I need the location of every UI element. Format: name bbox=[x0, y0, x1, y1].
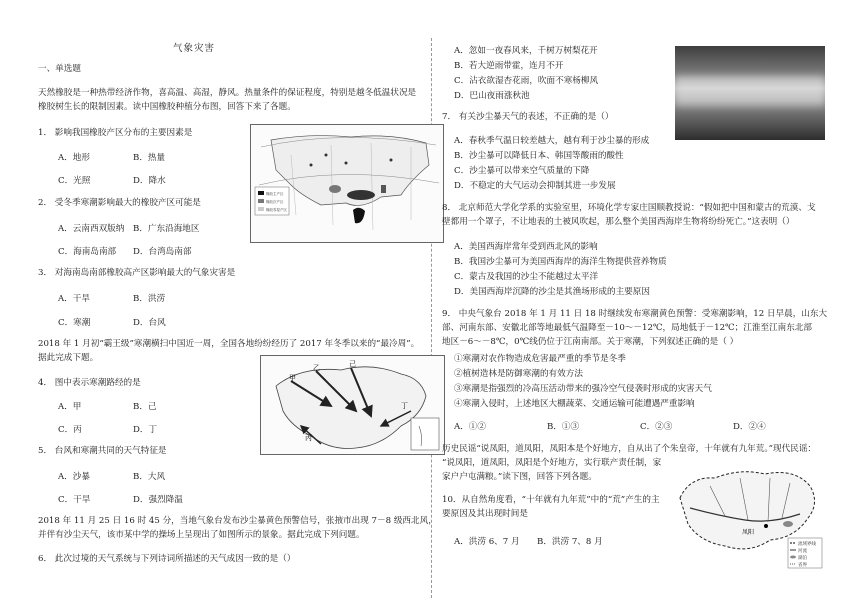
q8-option-d[interactable]: D．美国西海岸沉降的沙尘是其渔场形成的主要原因 bbox=[454, 287, 650, 297]
map3-legend-1: 流域界线 bbox=[798, 542, 816, 547]
q7-option-b[interactable]: B．沙尘暴可以降低日本、韩国等酸雨的酸性 bbox=[454, 151, 624, 161]
map3-legend-2: 河流 bbox=[798, 549, 807, 554]
q2-option-d[interactable]: D．台湾岛南部 bbox=[133, 247, 192, 257]
intro-2-line-1: 2018 年 1 月初“霸王级”寒潮横扫中国近一周，全国各地纷纷经历了 2017 年冬季以来的“最冷周”。 bbox=[38, 339, 420, 349]
q9-stem-line-2: 部、河南东部、安徽北部等地最低气温降至－10～－12℃，局地低于－12℃；江淮至江南东北部 bbox=[442, 323, 813, 333]
q2-option-b[interactable]: B．广东沿海地区 bbox=[133, 224, 200, 234]
q9-stem-line-1: 9． 中央气象台 2018 年 1 月 11 日 18 时继续发布寒潮黄色预警：受寒潮影响，12 日早晨，山东大 bbox=[442, 309, 828, 319]
map3-legend-3: 湖泊 bbox=[798, 556, 807, 561]
map2-label-ji: 己 bbox=[349, 360, 356, 368]
q7-option-c[interactable]: C．沙尘暴可以带来空气质量的下降 bbox=[454, 166, 590, 176]
q7-stem: 7． 有关沙尘暴天气的表述，不正确的是（） bbox=[442, 112, 614, 122]
q10-stem-line-2: 要原因及其出现时间是 bbox=[442, 509, 528, 519]
q8-stem-line-2: 壁都用一个罩子，不让地表的土被风吹起，那么整个美国西海岸生物将纷纷死亡。”这表明（） bbox=[442, 217, 795, 227]
q10-option-b[interactable]: B．洪涝 7、8 月 bbox=[537, 537, 603, 547]
q4-option-c[interactable]: C．丙 bbox=[58, 425, 82, 435]
q2-option-a[interactable]: A．云南西双版纳 bbox=[58, 224, 125, 234]
q3-option-b[interactable]: B．洪涝 bbox=[133, 294, 166, 304]
q9-option-a[interactable]: A．①② bbox=[454, 422, 486, 432]
q9-option-c[interactable]: C．②③ bbox=[640, 422, 673, 432]
left-column bbox=[38, 0, 437, 607]
sandstorm-photo bbox=[675, 46, 825, 140]
q8-option-b[interactable]: B．我国沙尘暴可为美国西海岸的海洋生物提供营养物质 bbox=[454, 257, 667, 267]
map1-legend-2: 橡胶次产区 bbox=[266, 200, 284, 204]
q8-option-a[interactable]: A．美国西海岸常年受到西北风的影响 bbox=[454, 242, 598, 252]
q6-option-b[interactable]: B．若大逆雨带霍，连月不开 bbox=[454, 61, 564, 71]
q8-option-c[interactable]: C．蒙古及我国的沙尘不能越过太平洋 bbox=[454, 272, 599, 282]
q4-stem: 4． 图中表示寒潮路经的是 bbox=[38, 378, 141, 388]
q7-option-a[interactable]: A．春秋季气温日较差越大，越有利于沙尘暴的形成 bbox=[454, 136, 650, 146]
q7-option-d[interactable]: D．不稳定的大气运动会抑制其进一步发展 bbox=[454, 181, 616, 191]
map3-city-fengyang: 凤阳 bbox=[742, 529, 755, 536]
doc-title: 气象灾害 bbox=[173, 43, 216, 54]
q9-option-d[interactable]: D．②④ bbox=[733, 422, 766, 432]
q5-option-d[interactable]: D．强烈降温 bbox=[133, 495, 183, 505]
map3-legend-4: 省界 bbox=[798, 563, 807, 568]
right-column bbox=[442, 0, 842, 607]
intro-3-line-2: 并伴有沙尘天气，该市某中学的操场上呈现出了如图所示的景象。据此完成下列问题。 bbox=[38, 530, 365, 540]
column-divider bbox=[431, 38, 432, 598]
q9-option-b[interactable]: B．①③ bbox=[547, 422, 580, 432]
q2-stem: 2． 受冬季寒潮影响最大的橡胶产区可能是 bbox=[38, 198, 201, 208]
intro-1-line-1: 天然橡胶是一种热带经济作物，喜高温、高湿，静风。热量条件的保证程度，特别是越冬低温状况是 bbox=[38, 88, 417, 98]
q6-option-d[interactable]: D．巴山夜雨涨秋池 bbox=[454, 91, 530, 101]
q4-option-d[interactable]: D．丁 bbox=[133, 425, 158, 435]
q4-option-b[interactable]: B．己 bbox=[133, 402, 157, 412]
q9-statement-4: ④寒潮入侵时，上述地区大棚蔬菜、交通运输可能遭遇严重影响 bbox=[454, 399, 695, 409]
intro-1-line-2: 橡胶树生长的限制因素。读中国橡胶种植分布图，回答下来了各题。 bbox=[38, 102, 296, 112]
q6-stem: 6． 此次过境的天气系统与下列诗词所描述的天气成因一致的是（） bbox=[38, 554, 296, 564]
q1-stem: 1． 影响我国橡胶产区分布的主要因素是 bbox=[38, 128, 193, 138]
intro-2-line-2: 据此完成下题。 bbox=[38, 353, 99, 363]
q4-option-a[interactable]: A．甲 bbox=[58, 402, 82, 412]
intro-3-line-1: 2018 年 11 月 25 日 16 时 45 分，当地气象台发布沙尘暴黄色预警信号，张掖市出现 7－8 级西北风， bbox=[38, 516, 437, 526]
q5-stem: 5． 台风和寒潮共同的天气特征是 bbox=[38, 446, 167, 456]
q6-option-a[interactable]: A．忽如一夜春风来，千树万树梨花开 bbox=[454, 46, 598, 56]
q9-statement-1: ①寒潮对农作物造成危害最严重的季节是冬季 bbox=[454, 354, 626, 364]
q5-option-a[interactable]: A．沙暴 bbox=[58, 472, 90, 482]
q3-option-d[interactable]: D．台风 bbox=[133, 318, 166, 328]
map2-label-ding: 丁 bbox=[401, 402, 408, 410]
q8-stem-line-1: 8． 北京师范大学化学系的实验室里，环境化学专家庄国顺教授说：“假如把中国和蒙古的荒漠、戈 bbox=[442, 203, 816, 213]
intro-4-line-2: “说凤阳，道凤阳，凤阳是个好地方，实行联产责任制，家 bbox=[442, 458, 662, 468]
q2-option-c[interactable]: C．海南岛南部 bbox=[58, 247, 117, 257]
q10-option-a[interactable]: A．洪涝 6、7 月 bbox=[454, 537, 520, 547]
map1-legend-3: 橡胶零星产区 bbox=[266, 208, 287, 212]
q3-option-a[interactable]: A．干旱 bbox=[58, 294, 90, 304]
q9-stem-line-3: 地区－6～－8℃，0℃线仍位于江南南部。关于寒潮，下列叙述正确的是（ ） bbox=[442, 337, 739, 347]
huaihe-basin-map bbox=[670, 458, 824, 570]
map1-legend-1: 橡胶主产区 bbox=[266, 192, 284, 196]
intro-4-line-3: 家户户屯满粮。”读下图，回答下列各题。 bbox=[442, 472, 597, 482]
section-heading: 一、单选题 bbox=[38, 64, 81, 74]
map2-label-yi: 乙 bbox=[313, 364, 320, 372]
intro-4-line-1: 历史民谣“说凤阳，道凤阳，凤阳本是个好地方，自从出了个朱皇帝，十年就有九年荒。”现代民谣： bbox=[442, 444, 817, 454]
q3-option-c[interactable]: C．寒潮 bbox=[58, 318, 91, 328]
q1-option-d[interactable]: D．降水 bbox=[133, 176, 166, 186]
rubber-distribution-map bbox=[250, 124, 444, 243]
q10-stem-line-1: 10．从自然角度看，“十年就有九年荒”中的“荒”产生的主 bbox=[442, 495, 660, 505]
q1-option-a[interactable]: A．地形 bbox=[58, 153, 90, 163]
q3-stem: 3． 对海南岛南部橡胶高产区影响最大的气象灾害是 bbox=[38, 268, 236, 278]
q1-option-c[interactable]: C．光照 bbox=[58, 176, 91, 186]
q5-option-b[interactable]: B．大风 bbox=[133, 472, 166, 482]
map2-label-bing: 丙 bbox=[305, 434, 312, 442]
q1-option-b[interactable]: B．热量 bbox=[133, 153, 166, 163]
q9-statement-2: ②植树造林是防御寒潮的有效方法 bbox=[454, 369, 583, 379]
q9-statement-3: ③寒潮是指强烈的冷高压活动带来的强冷空气侵袭时形成的灾害天气 bbox=[454, 384, 712, 394]
q5-option-c[interactable]: C．干旱 bbox=[58, 495, 91, 505]
cold-wave-path-map bbox=[260, 355, 445, 455]
map2-label-jia: 甲 bbox=[289, 374, 296, 382]
q6-option-c[interactable]: C．沾衣欲湿杏花雨，吹面不寒杨柳风 bbox=[454, 76, 599, 86]
